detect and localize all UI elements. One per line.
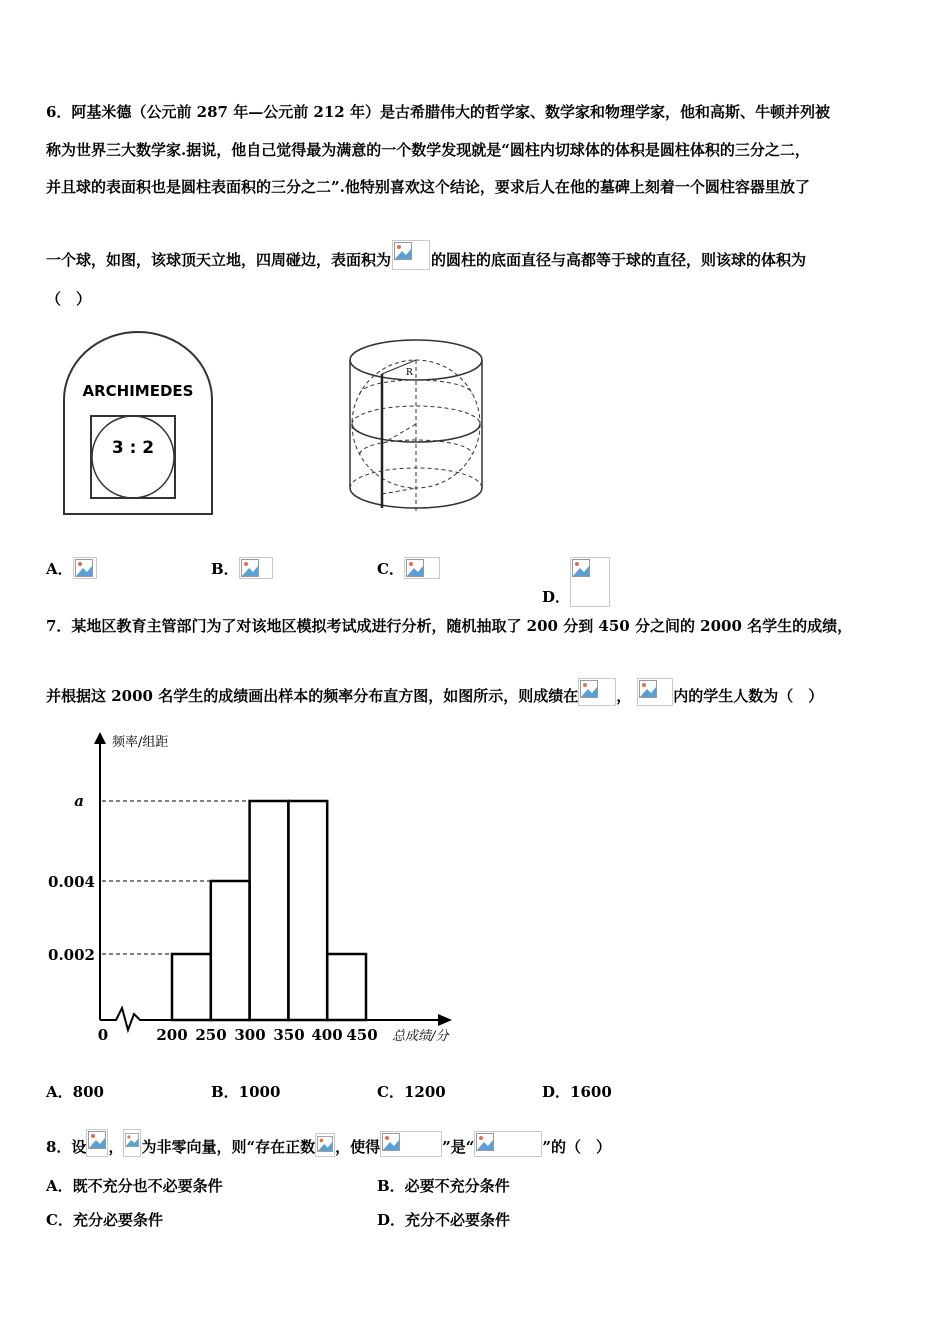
- missing-formula-icon: [123, 1129, 141, 1157]
- x-axis-arrow: [438, 1014, 452, 1026]
- x-tick-200: 200: [156, 1026, 188, 1044]
- q6-option-c[interactable]: C．: [377, 557, 440, 579]
- histogram-bar-400-450: [327, 954, 366, 1020]
- q7-option-d[interactable]: D．1600: [542, 1083, 612, 1101]
- missing-formula-icon: [392, 240, 430, 270]
- x-axis-label: 总成绩/分: [392, 1029, 449, 1044]
- histogram-bar-200-250: [172, 954, 211, 1020]
- y-axis-label: 频率/组距: [112, 735, 169, 750]
- missing-formula-icon: [73, 557, 97, 579]
- missing-formula-icon: [86, 1129, 108, 1157]
- q6-line-5: （ ）: [46, 290, 92, 308]
- missing-formula-icon: [404, 557, 440, 579]
- q6-option-d[interactable]: D．: [542, 557, 610, 607]
- cylinder-sphere-figure: [342, 334, 490, 516]
- q8-option-d[interactable]: D．充分不必要条件: [377, 1211, 511, 1229]
- q7-line-1: 7．某地区教育主管部门为了对该地区模拟考试成进行分析，随机抽取了 200 分到 450 分之间的 2000 名学生的成绩，: [46, 617, 853, 635]
- tomb-ratio: 3 : 2: [111, 438, 155, 458]
- missing-formula-icon: [380, 1131, 442, 1157]
- q8-option-b[interactable]: B．必要不充分条件: [377, 1177, 510, 1195]
- tomb-outline: [64, 332, 212, 514]
- x-tick-250: 250: [195, 1026, 227, 1044]
- x-tick-300: 300: [234, 1026, 266, 1044]
- q7-option-b[interactable]: B．1000: [211, 1083, 281, 1101]
- missing-formula-icon: [578, 678, 616, 706]
- q8-stem: 8．设 ， 为非零向量，则“存在正数 ，使得 ”是“ ”的（ ）: [46, 1129, 611, 1157]
- q8-option-a[interactable]: A．既不充分也不必要条件: [46, 1177, 223, 1195]
- missing-formula-icon: [239, 557, 273, 579]
- archimedes-tomb-figure: [58, 330, 218, 518]
- q6-line-4b: 的圆柱的底面直径与高都等于球的直径，则该球的体积为: [431, 251, 807, 269]
- histogram-bar-300-350: [250, 801, 289, 1020]
- q8-option-c[interactable]: C．充分必要条件: [46, 1211, 163, 1229]
- q6-line-4a: 一个球，如图，该球顶天立地，四周碰边，表面积为: [46, 251, 392, 269]
- missing-formula-icon: [637, 678, 673, 706]
- q6-line-2: 称为世界三大数学家.据说，他自己觉得最为满意的一个数学发现就是“圆柱内切球体的体积是圆柱体积的三分之二，: [46, 141, 810, 159]
- q7-option-c[interactable]: C．1200: [377, 1083, 446, 1101]
- q6-line-4: [46, 240, 806, 270]
- x-tick-0: 0: [97, 1026, 109, 1044]
- q7-option-a[interactable]: A．800: [46, 1083, 104, 1101]
- y-axis-arrow: [94, 732, 106, 744]
- q6-line-1: 6．阿基米德（公元前 287 年—公元前 212 年）是古希腊伟大的哲学家、数学家和物理学家，他和高斯、牛顿并列被: [46, 103, 830, 121]
- q6-line-3: 并且球的表面积也是圆柱表面积的三分之二”.他特别喜欢这个结论，要求后人在他的墓碑上刻着一个圆柱容器里放了: [46, 178, 810, 196]
- y-tick-0-004: 0.004: [48, 873, 95, 891]
- x-tick-400: 400: [311, 1026, 343, 1044]
- tomb-text: ARCHIMEDES: [82, 382, 194, 400]
- x-tick-450: 450: [346, 1026, 378, 1044]
- histogram-bar-250-300: [211, 881, 250, 1020]
- q6-option-b[interactable]: B．: [211, 557, 273, 579]
- frequency-histogram: [40, 728, 470, 1050]
- y-tick-a: a: [74, 792, 84, 810]
- missing-formula-icon: [315, 1133, 335, 1157]
- missing-formula-icon: [474, 1131, 542, 1157]
- q6-option-a[interactable]: A．: [46, 557, 97, 579]
- q7-line-2: 并根据这 2000 名学生的成绩画出样本的频率分布直方图，如图所示，则成绩在 ， 内的学生人数为（ ）: [46, 678, 823, 706]
- missing-formula-icon: [570, 557, 610, 607]
- radius-label: R: [406, 368, 413, 378]
- x-tick-350: 350: [273, 1026, 305, 1044]
- histogram-bar-350-400: [288, 801, 327, 1020]
- y-tick-0-002: 0.002: [48, 946, 95, 964]
